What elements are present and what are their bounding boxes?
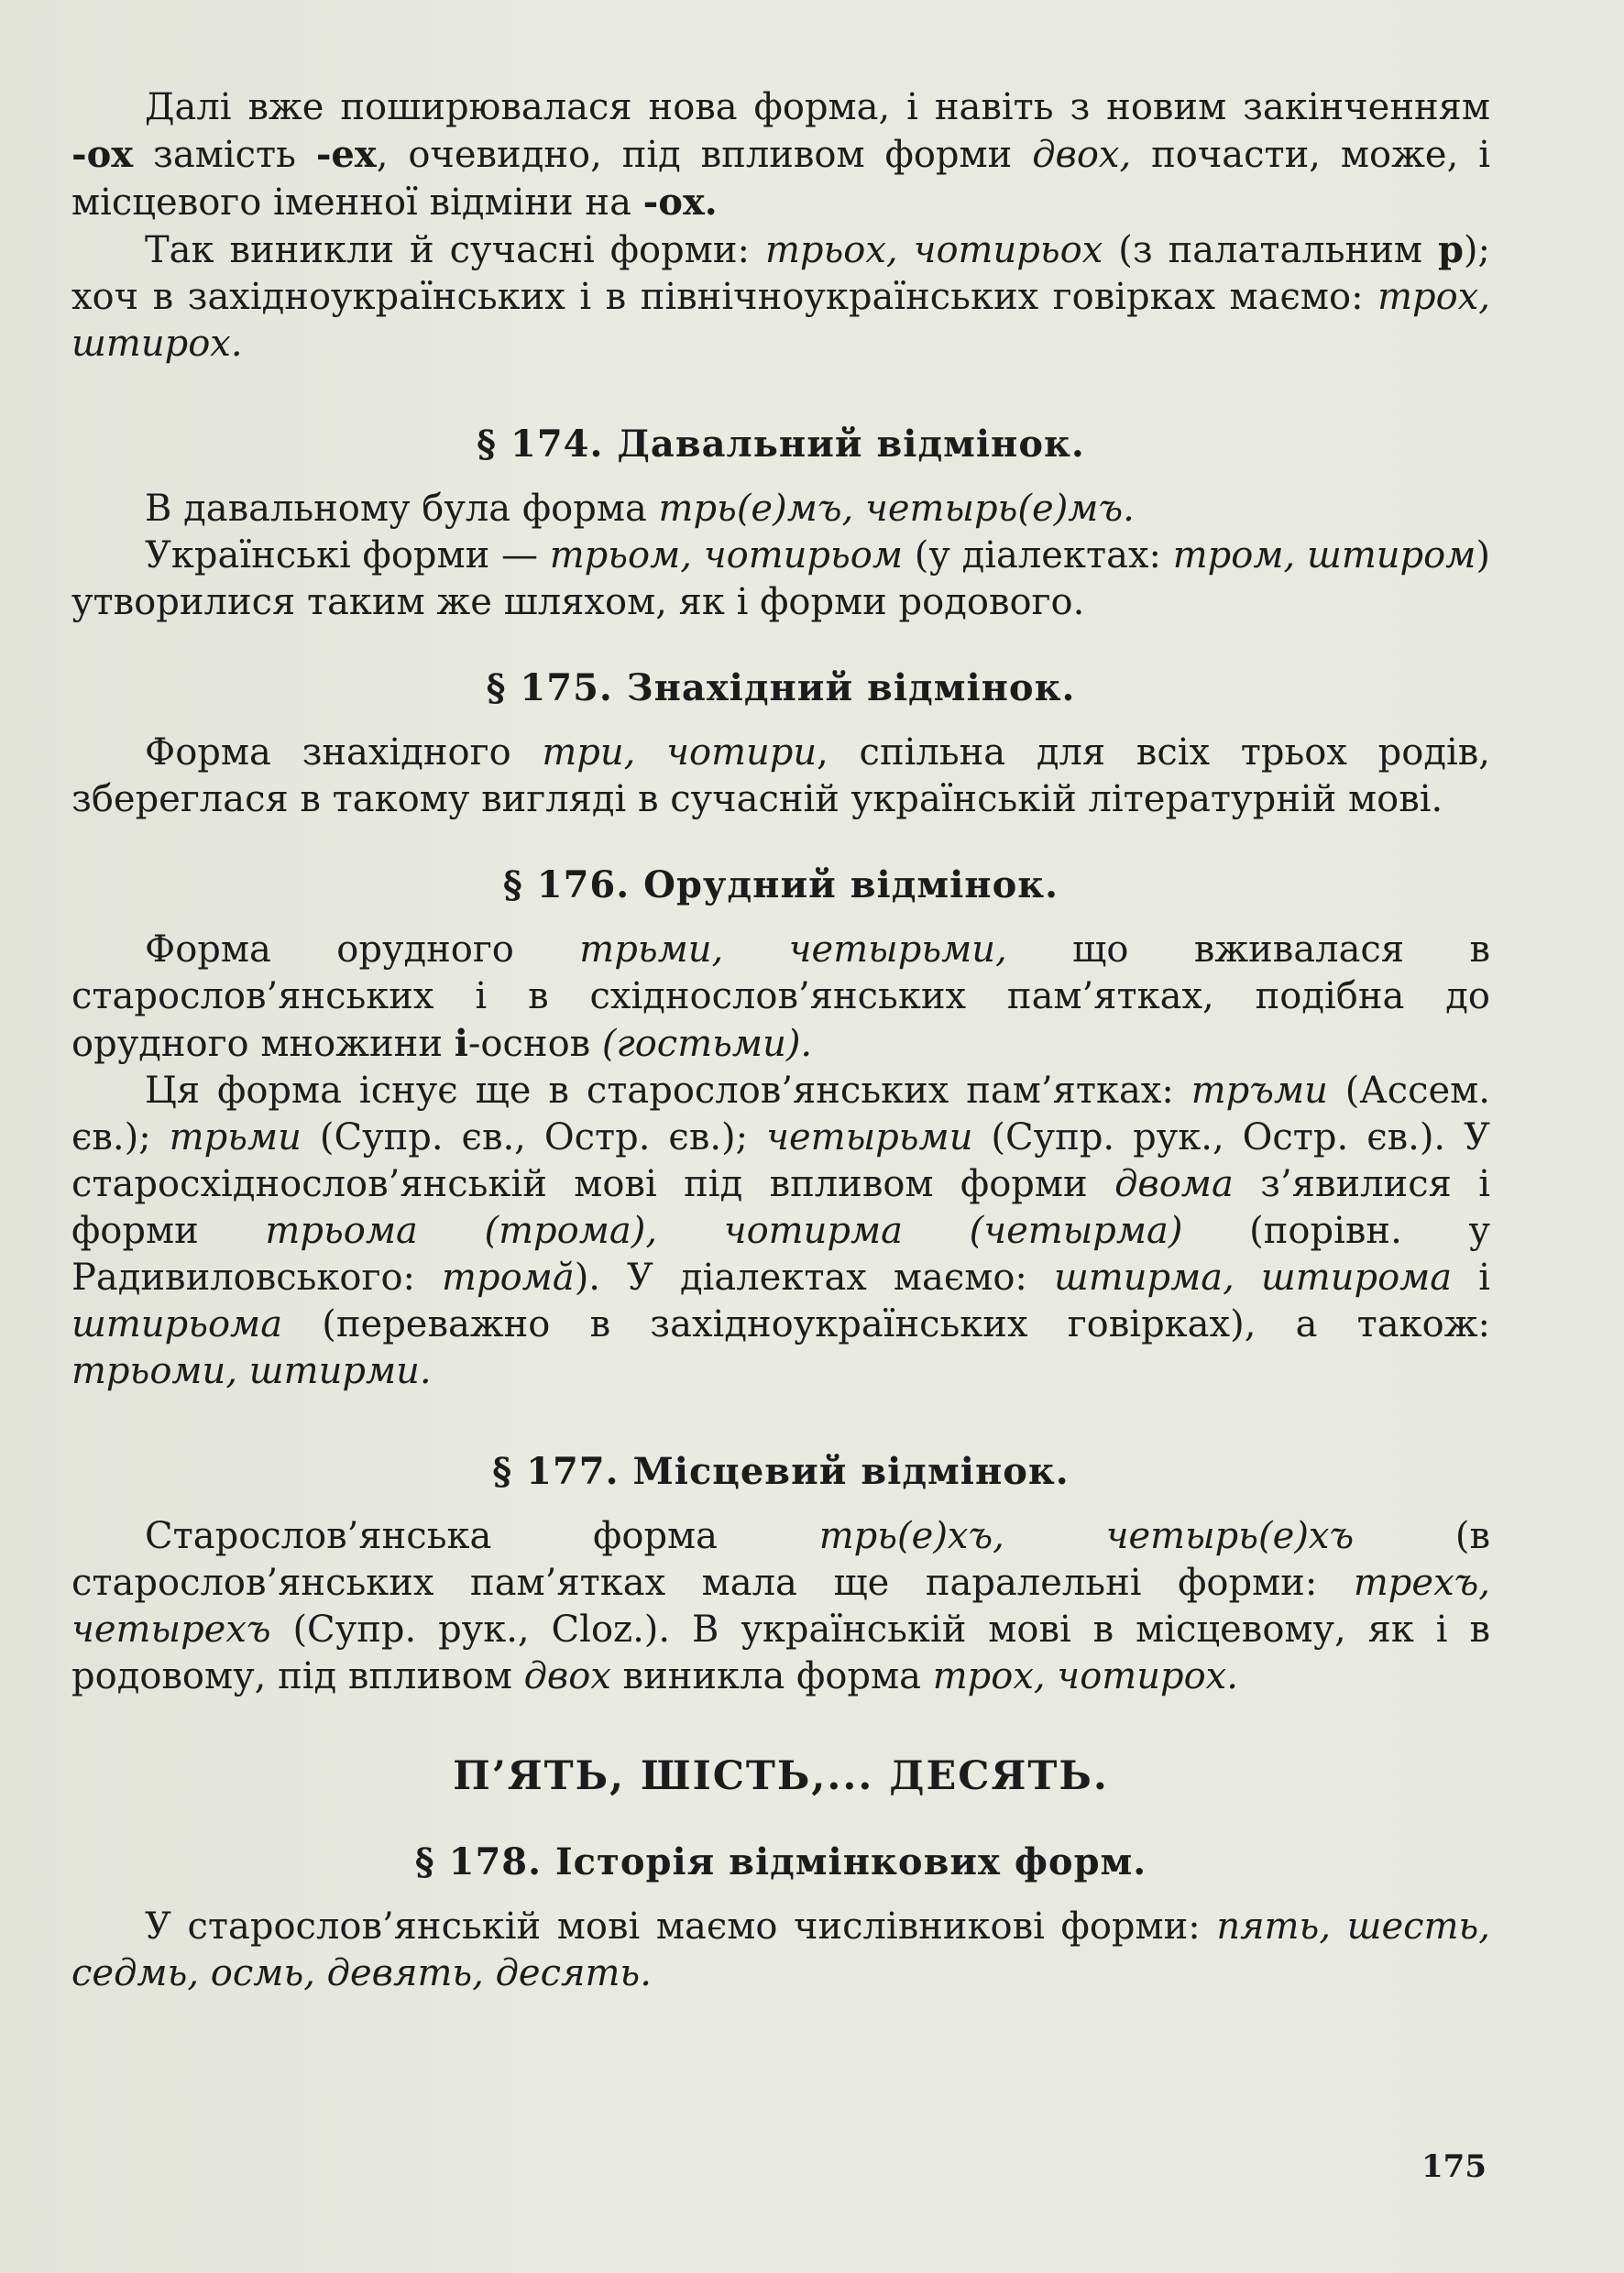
text: -основ [467, 1023, 602, 1065]
text-italic: тромă [442, 1257, 575, 1299]
paragraph [71, 730, 1490, 823]
text-italic: трьом, чотирьом [549, 534, 904, 576]
text: (Супр. рук., Остр. єв.). У старосхіднослов’янській мові під впливом форми [71, 1116, 1490, 1205]
paragraph [71, 486, 1490, 533]
text: з’явилися і форми [71, 1163, 1490, 1252]
text-italic: двома [1114, 1163, 1234, 1205]
text: замість [133, 134, 316, 176]
text-italic: штирьома [71, 1303, 283, 1345]
text-italic: три, чотири [542, 731, 817, 774]
page-content [71, 84, 1490, 1997]
text: виникла форма [610, 1655, 933, 1697]
text-bold: -ех [315, 133, 377, 176]
text-italic: трох, чотирох. [932, 1655, 1238, 1697]
page-number: 175 [1421, 2148, 1487, 2185]
text: Так виникли й сучасні форми: [145, 229, 765, 271]
text-bold: -ох. [642, 181, 718, 224]
text-bold: і [454, 1022, 468, 1065]
text-bold: р [1437, 228, 1464, 271]
text: (Супр. рук., Cloz.). В українській мові в місцевому, як і в родовому, під впливом [71, 1609, 1490, 1697]
text-italic: трьми, четырьми, [579, 928, 1007, 971]
text: ) утворилися таким же шляхом, як і форми родового. [71, 534, 1490, 623]
text-italic: трьома (трома), чотирма (четырма) [265, 1210, 1183, 1252]
text: (порівн. у Радивиловського: [71, 1210, 1490, 1299]
paragraph [71, 1068, 1490, 1395]
text-italic: двох [523, 1655, 611, 1697]
section-heading-178: § 178. Історія відмінкових форм. [414, 1840, 1147, 1883]
text: , спільна для всіх трьох родів, збереглася в такому вигляді в сучасній українській літературній мові. [71, 731, 1490, 820]
text: (переважно в західноукраїнських говірках), а також: [282, 1303, 1490, 1345]
paragraph [71, 84, 1490, 226]
text: (з палатальним [1103, 229, 1438, 271]
text-italic: трох, штирох. [71, 276, 1490, 365]
paragraph [71, 927, 1490, 1068]
text-bold: -ох [71, 133, 134, 176]
text: , очевидно, під впливом форми [376, 134, 1033, 176]
text: ); хоч в західноукраїнських і в північноукраїнських говірках маємо: [71, 229, 1491, 318]
text-italic: двох, [1032, 134, 1132, 176]
text-italic: трь(е)хъ, четырь(е)хъ [818, 1515, 1355, 1557]
text-italic: тром, штиром [1172, 534, 1476, 576]
text: У старослов’янській мові маємо числівникові форми: [145, 1905, 1217, 1948]
text-italic: трь(е)мъ, четырь(е)мъ. [658, 488, 1135, 530]
text: Форма знахідного [145, 731, 543, 774]
section-heading-177: § 177. Місцевий відмінок. [492, 1450, 1070, 1493]
text: Старослов’янська форма [145, 1515, 819, 1557]
text: (Ассем. єв.); [71, 1070, 1490, 1158]
text: (у діалектах: [903, 534, 1173, 576]
text-italic: тръми [1191, 1070, 1328, 1112]
paragraph [71, 226, 1490, 368]
section-heading-176: § 176. Орудний відмінок. [502, 863, 1059, 906]
text: що вживалася в старослов’янських і в східнослов’янських пам’ятках, подібна до орудного множини [71, 928, 1490, 1065]
paragraph [71, 1513, 1490, 1700]
text: ). У діалектах маємо: [574, 1257, 1054, 1299]
text-italic: пять, шесть, седмь, осмь, девять, десять. [71, 1905, 1490, 1994]
text-italic: штирма, штирома [1053, 1257, 1453, 1299]
text: Форма орудного [145, 928, 580, 971]
text: (Супр. єв., Остр. єв.); [301, 1116, 767, 1158]
text: Ця форма існує ще в старослов’янських пам’ятках: [145, 1070, 1191, 1112]
text: Далі вже поширювалася нова форма, і навіть з новим закінченням [145, 86, 1490, 128]
text-italic: четырьми [766, 1116, 973, 1158]
text-italic: трехъ, четырехъ [71, 1562, 1490, 1651]
section-heading-174: § 174. Давальний відмінок. [477, 423, 1085, 466]
paragraph [71, 533, 1490, 626]
text-italic: (гостьми). [601, 1023, 813, 1065]
text-italic: трьоми, штирми. [71, 1350, 432, 1392]
text-italic: трьми [169, 1116, 302, 1158]
text: Українські форми — [145, 534, 550, 576]
section-heading-175: § 175. Знахідний відмінок. [486, 666, 1076, 709]
paragraph [71, 1904, 1490, 1997]
text: почасти, може, і місцевого іменної відміни на [71, 134, 1490, 224]
text: (в старослов’янських пам’ятках мала ще паралельні форми: [71, 1515, 1490, 1604]
chapter-heading: П’ЯТЬ, ШІСТЬ,... ДЕСЯТЬ. [453, 1753, 1109, 1799]
text-italic: трьох, чотирьох [764, 229, 1103, 271]
text: і [1452, 1257, 1490, 1299]
text: В давальному була форма [145, 488, 659, 530]
